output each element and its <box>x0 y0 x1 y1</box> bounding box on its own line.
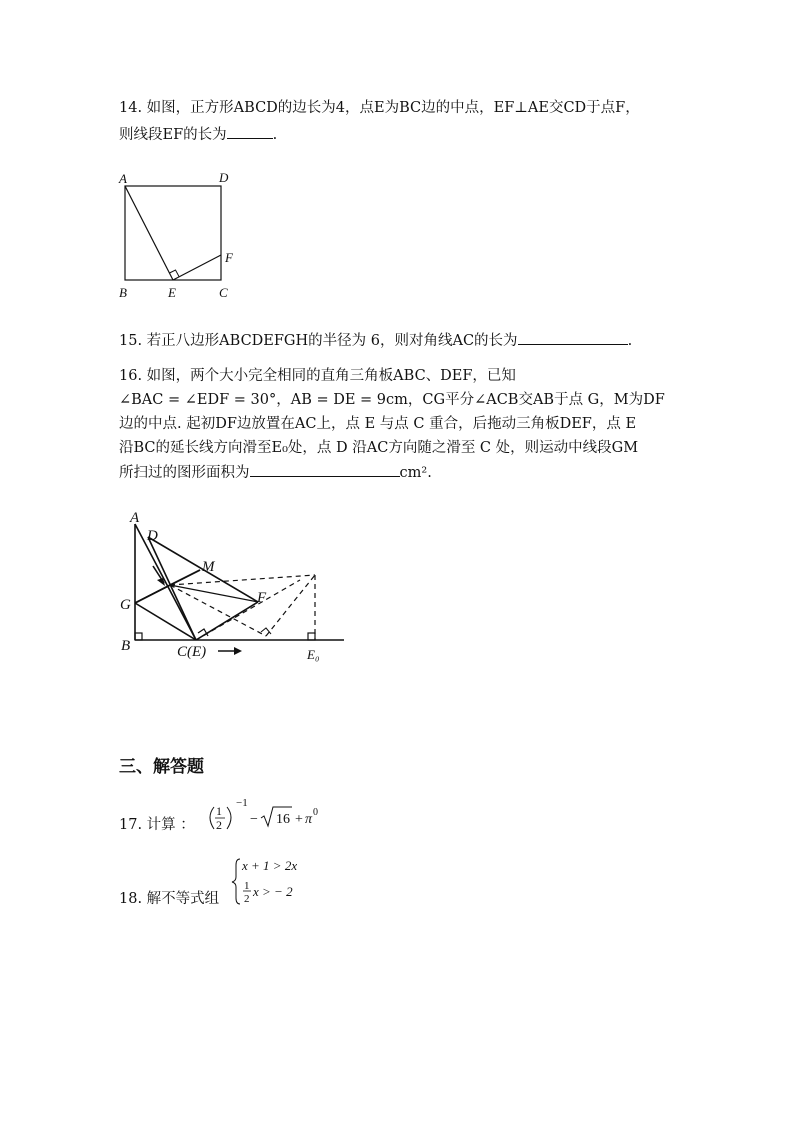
q14-line1: 14. 如图，正方形ABCD的边长为4，点E为BC边的中点，EF⊥AE交CD于点F， <box>119 100 640 116</box>
radicand: 16 <box>276 812 290 827</box>
label-a: A <box>119 171 127 186</box>
plus-sign: + <box>295 812 303 827</box>
q16-line2: ∠BAC = ∠EDF = 30°，AB = DE = 9cm，CG平分∠ACB交AB于点 G，M为DF <box>119 392 665 408</box>
pi-symbol: π <box>305 812 313 827</box>
label-e: E <box>168 285 176 300</box>
q15-post: . <box>627 333 633 349</box>
inequality-1: x + 1 > 2x <box>242 858 298 873</box>
q16-unit: cm² <box>399 465 428 481</box>
label-g: G <box>120 597 131 613</box>
minus-sign: − <box>250 812 258 827</box>
label-a2: A <box>130 510 140 526</box>
label-e0: E₀ <box>307 647 320 662</box>
q16-line5-post: . <box>427 465 432 481</box>
q16-line4: 沿BC的延长线方向滑至E₀处，点 D 沿AC方向随之滑至 C 处，则运动中线段GM <box>119 440 639 456</box>
label-b: B <box>119 285 127 300</box>
pi-exponent: 0 <box>313 807 318 818</box>
ineq2-den: 2 <box>244 893 250 905</box>
exponent: −1 <box>236 797 248 809</box>
label-b2: B <box>121 638 131 654</box>
q15-text: 15. 若正八边形ABCDEFGH的半径为 6，则对角线AC的长为 <box>119 333 518 349</box>
ineq2-num: 1 <box>244 880 250 892</box>
label-d2: D <box>147 528 158 544</box>
q18-text: 18. 解不等式组 <box>119 891 220 907</box>
q14-line2-pre: 则线段EF的长为 <box>119 127 227 143</box>
label-d: D <box>219 170 229 185</box>
system-brace <box>232 859 240 904</box>
q16-line5-pre: 所扫过的图形面积为 <box>119 465 250 481</box>
label-m: M <box>202 559 215 575</box>
section-heading: 三、解答题 <box>119 757 204 777</box>
label-c: C <box>219 285 228 300</box>
inequality-2-rest: x > − 2 <box>253 884 293 899</box>
q16-line1: 16. 如图，两个大小完全相同的直角三角板ABC、DEF，已知 <box>119 368 516 384</box>
frac-den: 2 <box>216 818 222 832</box>
label-f: F <box>225 250 233 265</box>
label-f2: F <box>257 590 267 606</box>
label-ce: C(E) <box>177 644 207 660</box>
q16-line3: 边的中点. 起初DF边放置在AC上，点 E 与点 C 重合，后拖动三角板DEF，点 E <box>119 416 637 432</box>
frac-num: 1 <box>216 804 222 818</box>
q17-text: 17. 计算 ： <box>119 817 195 833</box>
q14-line2-post: . <box>272 127 278 143</box>
